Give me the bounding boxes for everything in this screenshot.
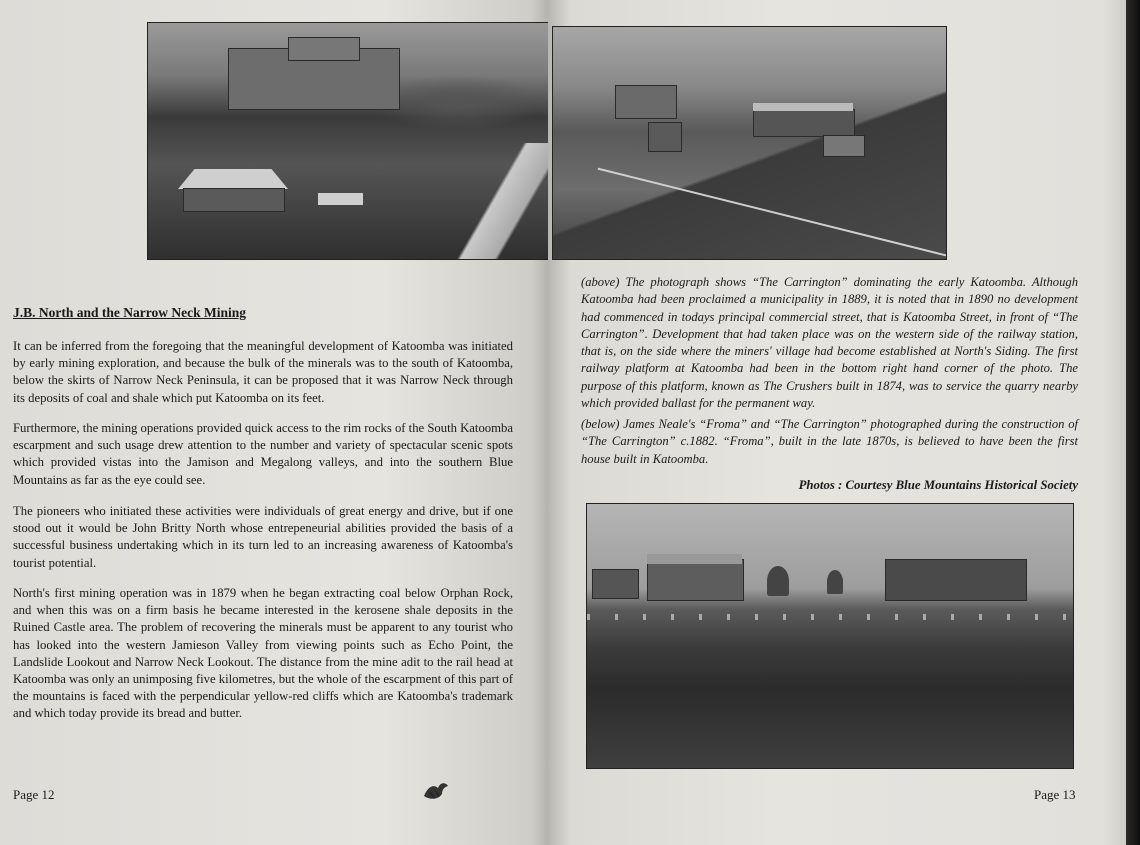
bird-ornament-icon — [420, 778, 450, 804]
carrington-photo-left-half — [147, 22, 549, 260]
paragraph-3: The pioneers who initiated these activities were individuals of great energy and drive, but if one stood out it would be John Britty North whose entrepeneurial abilities provided the basis of a successful business undertaking which in its turn led to an increasing awareness of Katoomba's tourist potential. — [13, 504, 513, 570]
section-heading: J.B. North and the Narrow Neck Mining — [13, 305, 247, 320]
caption-below: (below) James Neale's “Froma” and “The Carrington” photographed during the construction of “The Carrington” c.1882. “Froma”, built in the late 1870s, is believed to have been the first house built in Katoomba. — [581, 417, 1078, 466]
paragraph-2: Furthermore, the mining operations provided quick access to the rim rocks of the South Katoomba escarpment and such usage drew attention to the number and variety of spectacular scenic spots which provided vistas into the Jamison and Megalong valleys, and into the southern Blue Mountains as far as the eye could see. — [13, 421, 513, 487]
book-edge-shadow — [1126, 0, 1140, 845]
paragraph-1: It can be inferred from the foregoing that the meaningful development of Katoomba was initiated by early mining exploration, and because the bulk of the minerals was to the south of Katoomba, below the skirts of Narrow Neck Peninsula, it can be proposed that it was Narrow Neck through its deposits of coal and shale which put Katoomba on its feet. — [13, 339, 513, 405]
left-page — [0, 0, 548, 845]
froma-and-carrington-photo — [586, 503, 1074, 769]
page-number-left: Page 12 — [13, 787, 55, 802]
caption-above: (above) The photograph shows “The Carrington” dominating the early Katoomba. Although Katoomba had been proclaimed a municipality in 1889, it is noted that in 1890 no development had commenced in todays principal commercial street, that is Katoomba Street, in front of “The Carrington”. Development that had taken place was on the western side of the railway station, that is, on the side where the miners' village had become established at North's Siding. The first railway platform at Katoomba had been in the bottom right hand corner of the photo. The purpose of this platform, known as The Crushers built in 1874, was to service the quarry nearby which provided ballast for the permanent way. — [581, 275, 1078, 411]
photo-credit: Photos : Courtesy Blue Mountains Historical Society — [798, 478, 1078, 492]
paragraph-4: North's first mining operation was in 1879 when he began extracting coal below Orphan Rock, and when this was on a firm basis he became interested in the kerosene shale deposits in the Ruined Castle area. The problem of recovering the minerals must be apparent to any tourist who has looked into the western Jamieson Valley from viewing points such as Echo Point, the Landslide Lookout and Narrow Neck Lookout. The distance from the mine adit to the rail head at Katoomba was only an unimposing five kilometres, but the whole of the escarpment of this part of the mountains is faced with the perpendicular yellow-red cliffs which are Katoomba's trademark and which today provide its bread and butter. — [13, 586, 513, 721]
carrington-photo-right-half — [552, 26, 947, 260]
page-number-right: Page 13 — [1034, 787, 1076, 802]
